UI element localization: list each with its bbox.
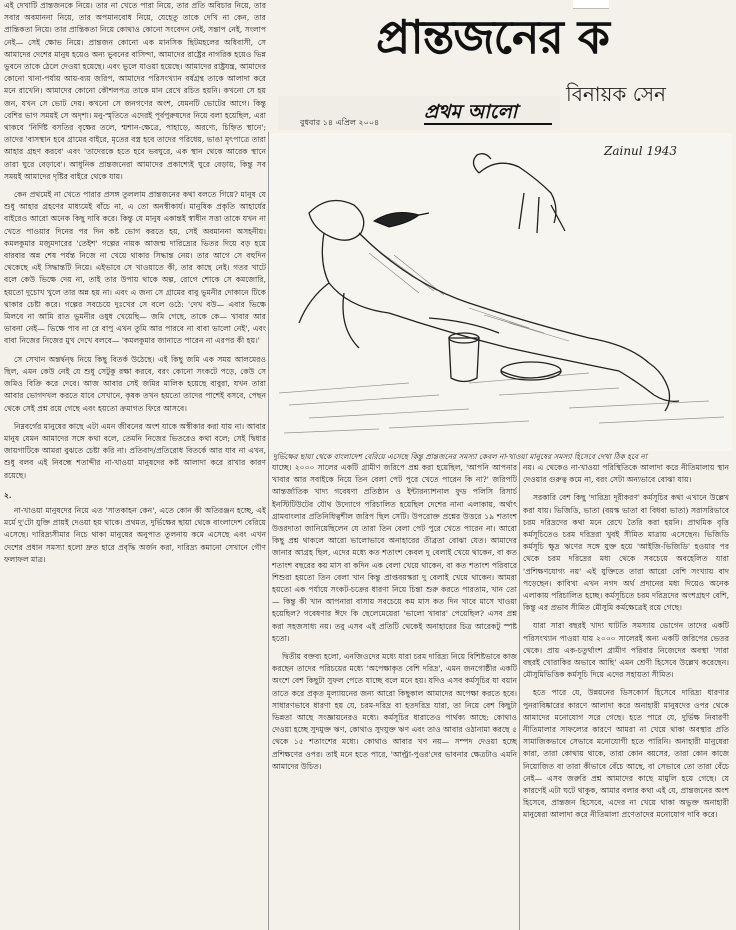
- column-rule-right: [519, 462, 520, 930]
- artist-signature: Zainul 1943: [604, 144, 677, 158]
- dateline: বুধবার ১৪ এপ্রিল ২০০৪: [300, 118, 380, 127]
- left-section-paragraph: না-খাওয়া মানুষদের নিয়ে এত 'সাতকাহন কেন', এতে কোন কী অতিরঞ্জন হচ্ছে, এই মর্মে দু'টো যুক্তি প্রায়ই দেওয়া হয় থাকে। প্রথমত, দুর্ভিক্ষের ছায়া থেকে বাংলাদেশ বেরিয়ে এসেছে। দারিদ্র্যসীমার নিচে থাকা মানুষের অনুপাত তুলনায় কমে এসেছে এবং এখন দেশের প্রধান সমস্যা হলো দ্রুত হারে প্রবৃদ্ধি অর্জন করা, দারিদ্র্য কমানো সেখানে গৌণ ফলাফল মাত্র।: [4, 505, 266, 564]
- headline: প্রান্তজনের ক: [376, 10, 609, 64]
- famine-sketch: [269, 133, 732, 451]
- right-paragraph-2: সরকারি বেশ কিছু 'দারিদ্র্য দূরীকরণ' কর্মসূচির কথা এখানে উল্লেখ করা যায়। ভিজিডি, ভাতা (বয়স্ক ভাতা বা বিধবা ভাতা) সরাসরিভাবে চরম দরিদ্রদের কথা মনে রেখে তৈরি করা হয়নি। প্রাথমিক বৃত্তি কর্মসূচিতেও চরম দরিদ্ররা খুবই সীমিত মাত্রায় এসেছেন। ভিজিডি কর্মসূচি ক্ষুদ্র ঋণের সঙ্গে যুক্ত হয়ে 'আইজি-ভিজিডি' হওয়ার পর থেকে চরম দরিদ্রের মধ্য থেকে সবচেয়ে অবহেলিত যারা 'প্রশিক্ষণযোগ্য নয়' এই যুক্তিতে তারা আরো বেশি সংখ্যায় বাদ পড়েছেন। কাবিখা এখন নগদ অর্থ প্রদানের মধ্য দিয়েও অনেক এলাকায় পরিচালিত হচ্ছে। কর্মসূচিতে চরম দরিদ্রদের অংশগ্রহণ বেশি, কিন্তু এর প্রভাব সীমিত মৌসুমি কর্মক্ষেত্রেই রয়ে গেছে।: [523, 493, 729, 613]
- left-paragraph-3: সে সেখান অন্তর্দ্বন্দ্ব নিয়ে কিছু বিতর্ক উঠেছে। এই কিছু জমি এক সময় আলমেরও ছিল, এমন কেউ নেই যে শুধু সেটুকু রক্ষা করবে, বরং কোনো সংকটে পড়ে, কেউ সে জমিও বিক্রি করে দেবে। আজ আবার সেই জমির মালিক হয়েছে বাবুরা, যখন তারা আবার ভোগদখল করতে যাবে সেখানে, কৃষক তখন হয়তো তাদের পাশেই বসবে, পেছন থেকে সেই প্রশ্ন রয়ে গেছে এবং হয়তো ক্রমাগত ফিরে আসবে।: [4, 354, 266, 413]
- left-paragraph-1: এই দেখাটি প্রান্তজনকে নিয়ে। তার না খেতে পারা নিয়ে, তার প্রতি অবিচার নিয়ে, তার সবার অবমাননা নিয়ে, তার অপমানবোধ নিয়ে, যেহেতু তাকে দেখি না কেন, তার প্রান্তিকতা নিয়ে। তার প্রান্তিকতা নিয়ে কোথাও কোনো সংবেদন নেই, সন্তাপ নেই, সংলাপ নেই— সেই ক্ষোভ নিয়ে। প্রান্তজন কোনো এক মানসিক ছিটমহলের অধিবাসী, সে আমাদের দেশের মানুষ হয়েও অন্য ভুবনের বাসিন্দা, আমাদের রাষ্ট্রের নাগরিক হয়েও ভিন্ন ভুবনে তাকে ঠেলে দেওয়া হয়েছে। এবং ভুলে যাওয়া হয়েছে। আমাদের রাষ্ট্রযন্ত্র, আমাদের কোনো খানা-পর্যায় আয়-ব্যয় জরিপ, আমাদের পরিসংখ্যান বর্ষগ্রন্থ তাকে আলাদা করে মনে রাখেনি। আমাদের কোনো কৌশলপত্র তাকে মান রেখে রচিত হয়নি। কখনো সে হয় জন, যখন সে ভোট দেয়। কখনো সে জনগণের অংশ, যেমনটি ভোটের আগে। কিন্তু বেশির ভাগ সময়ই সে অদৃশ্য। মনু-স্মৃতিতে এদেরই পূর্বপুরুষদের নিয়ে বলা হয়েছিল, এরা থাকবে 'নির্দিষ্ট বসতির বৃক্ষের তলে, শ্মশান-ক্ষেত্রে, পাহাড়ে, অরণ্যে, চিহ্নিত স্থানে'; তাদের 'বাসস্থান হবে গ্রামের বাইরে, মৃতের বস্ত্র হবে তাদের পরিধেয়, ভাঙা মৃৎপাত্রে তারা আহার গ্রহণ করবে' এবং 'তাদেরকে হতে হবে ভবঘুরে, এক স্থান থেকে আরেক স্থানে তারা ঘুরে বেড়াবে'। আধুনিক প্রান্তজনেরা আমাদের প্রকাশ্যেই ঘুরে বেড়ায়, কিন্তু সব সময়ই আমাদের দৃষ্টির বাইরে থেকে যায়।: [4, 1, 266, 181]
- masthead-logo: প্রথম আলো: [424, 101, 518, 123]
- middle-paragraph-1: যাচ্ছে। ২০০০ সালের একটি গ্রামীণ জরিপে প্রশ্ন করা হয়েছিল, 'আপনি আপনার খাবার আর সবাইকে নিয়ে তিন বেলা পেট পুরে খেতে পারেন কি না?' জরিপটি আন্তর্জাতিক খাদ্য গবেষণা প্রতিষ্ঠান ও ইন্টারন্যাশনাল ফুড পলিসি রিসার্চ ইনস্টিটিউটের যৌথ উদ্যোগে পরিচালিত হয়েছিল দেশের নানা এলাকায়, অর্থাৎ গ্রামবাংলার প্রতিনিধিত্বশীল জরিপ ছিল সেটি। উপরোক্ত প্রশ্নের উত্তরে ১৯ শতাংশ উত্তরদাতা জানিয়েছিলেন যে তারা তিন বেলা পেট পুরে খেতে পারেন না। আরো কিছু প্রশ্ন থাকলে আরো ভালোভাবে অনাহারের তীব্রতা বোঝা যেত। আমাদের জানার আগ্রহ ছিল, এদের মধ্যে কত শতাংশ কেবল দু বেলাই খেয়ে থাকেন, বা কত শতাংশ বছরের কয় মাস বা কদিন এক বেলা খেয়ে থাকেন, বা কত শতাংশ পরিবারে শিশুরা হয়তো তিন বেলা খান কিন্তু প্রাপ্তবয়স্করা দু বেলাই খেয়ে থাকেন। আমরা হয়তো এক পর্যায়ে সংকট-চক্রের ধারণা নিয়ে চিন্তা শুরু করতে পারতাম, খান তো— কিন্তু কী খান আপনারা বাসায় সবচেয়ে কম মাস কত দিন খাবে মাসে খাওয়া হয়েছিল? গবেষণার ঈদে কি ছেলেমেয়েরা 'ভালো খাবার' পেয়েছিল? এসব প্রশ্ন করা সহজসাধ্য নয়। তবু এসব এই প্রতিটি থেকেই অনাহারের চিত্র আরেকটু স্পষ্ট হতো।: [272, 463, 517, 643]
- right-column: [523, 462, 729, 930]
- left-paragraph-2: কেন প্রথমেই না খেতে পারার প্রসঙ্গ তুললাম প্রান্তজনের কথা বলতে গিয়ে? মানুষ যে শুধু আহার গ্রহণের মাধ্যমেই বাঁচে না, এ তো অনস্বীকার্য। মানুষিক প্রকৃতি আহার্যের বাইরেও আরো অনেক কিছু দাবি করে। কিন্তু যে মানুষ একান্তই স্বাধীন সত্তা তাকে যখন না খেতে পাওয়ার দিনের পর দিন কষ্ট ভোগ করতে হয়, সেই অবমাননা অসহনীয়। কমলকুমার মজুমদারের 'তেইশ' গল্পের নায়ক আজন্ম দারিদ্র্যের ভিতর দিয়ে বড় হয়ে বারবার অন্ন শেষ পর্যন্ত নিজে না খেয়ে থাকার সিদ্ধান্ত নেয়। তার আগে সে বহুদিন থেকেছে এই সিদ্ধান্তটি নিয়ে। এইভাবে সে খাওয়াতে কী, তার কাছে নেই। গতর খাটে বলে কেউ ভিক্ষে দেয় না, তাই তার উপায় থাকে অল্প, রোগে শোকে সে কমজোরি, হয়তো দুচোখ খুলে তার অন্ন হয় না। এবং এ জন্য সে গ্রামের বাবু ভুমনীর দোকানে টিকে থাকার চেষ্টা করে। গল্পের সবচেয়ে দুঃখের সে বলে ওঠে: 'দেখ বউ— এবার ভিক্ষে মিলবে না আমি রাত ভুমনীর ওষুধ খেয়েছি— জমি গেছে, তাকে কে— খাবার আর ভাবনা নেই— ভিক্ষে পাব না রে বাপু এখন তুমি আর পারবে না বাবা ভালো নেই', এবং বাবা নিজের নিজের মুখ দেখে বলবে— 'কমলকুমার জানাতে পারেন না এরপর কী হয়।': [4, 190, 266, 346]
- section-number: ২.: [4, 490, 12, 500]
- famine-illustration: [269, 133, 732, 451]
- masthead-underline: [424, 123, 552, 125]
- middle-column: [272, 462, 517, 930]
- left-paragraph-4: নিম্নবর্গের মানুষের কাছে এটা এমন জীবনের অংশ যাকে অস্বীকার করা যায় না। আবার মানুষ যেমন আমাদের সঙ্গে কথা বলে, তেমনি নিজের ভিতরেও কথা বলে; সেই দ্বিধার জায়গাটিকে আমরা বুঝতে চেষ্টা করি না। প্রতিবাদ/প্রতিরোধ বিতর্কে আর যাব না এখন, শুধু বলব এই নিবন্ধে শতাব্দীর না-খাওয়া মানুষদের কষ্ট আলাদা করে রাখার কারণ রয়েছে।: [4, 421, 266, 480]
- left-column: [4, 0, 266, 930]
- illustration-caption: দুর্ভিক্ষের ছায়া থেকে বাংলাদেশ বেরিয়ে এসেছে কিন্তু প্রান্তজনের সমস্যা কেবল না-খাওয়া মানুষের সমস্যা হিসেবে দেখা ঠিক হবে না: [273, 452, 647, 461]
- byline: বিনায়ক সেন: [566, 82, 666, 106]
- middle-paragraph-2: দ্বিতীয় বক্তব্য হলো, এনজিওদের মধ্যে যারা চরম দারিদ্র্য নিয়ে বিশিষ্টভাবে কাজ করছেন তাদের পরিচয়ের মধ্যে 'অপেক্ষাকৃত বেশি দরিদ্র', এমন জনগোষ্ঠীর একটি অংশে বেশ কিছুটা সুফল পেতে যাচ্ছে বলে মনে হয়। যদিও এসব কর্মসূচির যা বয়ান তাতে করে প্রকৃত মূল্যায়নের জন্য আরো কিছুকাল আমাদের অপেক্ষা করতে হবে। সাধারণভাবে ধারণা হয় যে, চরম-দরিদ্র বা হতদরিদ্র যারা, তা নিয়ে বেশ কিছুটা ভিন্নতা আছে সংজ্ঞায়নেরও মধ্যে। কর্মসূচির ধারাতেও পার্থক্য আছে: কোথাও দেওয়া হচ্ছে সুদমুক্ত ঋণ, কোথাও সুদযুক্ত ঋণ এবং তাও আবার ওঠানামা করছে ৫ থেকে ১৫ শতাংশের মধ্যে। কোথাও আবার খণ নয়— সম্পদ দেওয়া হচ্ছে প্রশিক্ষণের ওপর। তাই মনে হতে পারে, 'আল্ট্রা-পুওর'দের ভাবনার ক্ষেত্রটাও এমনি আমাদের উচিত।: [272, 652, 517, 771]
- right-paragraph-3: যারা সারা বছরই খাদ্য ঘাটতি সমস্যায় ভোগেন তাদের একটি পরিসংখ্যান পাওয়া যায় ২০০০ সালেরই অন্য একটি জরিপের ভেতর থেকে। প্রায় এক-চতুর্থাংশ গ্রামীণ পরিবার নিজেদের অবস্থা 'সারা বছরই খোরাকির অভাবে আছি' এমন শ্রেণী হিসেবে উল্লেখ করেছেন। মৌসুমিভিত্তিক কর্মসূচি দিয়ে এদের সহায়তা সীমিত।: [523, 621, 729, 680]
- right-paragraph-1: নয়। এ থেকেও না-খাওয়া পরিস্থিতিকে আলাদা করে নীতিমালায় স্থান দেওয়ার গুরুত্ব কমে না, বরং সেটা অন্যভাবে বোঝা যায়।: [523, 463, 729, 485]
- right-paragraph-4: হতে পারে যে, উন্নয়নের ডিসকোর্স হিসেবে দারিদ্র্য ধারণার পুনরাবিষ্কারের কারণে আলাদা করে অনাহারী মানুষদের ওপর থেকে আমাদের মনোযোগ সরে গেছে। হতে পারে যে, দুর্ভিক্ষ নিবারণী নীতিমালার সাফল্যের কারণে আমরা না খেয়ে থাকা অবস্থার প্রতি সামাজিকভাবে সেভাবে মনোযোগী হতে পারিনি। অনাহারী মানুষেরা কারা, তারা কোথায় থাকে, তারা কোন বয়সের, তারা কোন কাজে নিয়োজিত বা তারা কীভাবে বেঁচে আছে, বা সেভাবে তো তারা বেঁচে নেই— এসব জরুরি প্রশ্ন আমাদের কাছে মামুলি হয়ে গেছে। যে কারণেই এটা ঘটে থাকুক, আমার বলার কথা এই যে, প্রান্তজনের অংশ হিসেবে, প্রান্তজন হিসেবে, এদের না খেয়ে থাকা অভুক্ত অনাহারী মানুষেরা আলাদা করে নীতিমালা প্রণেতাদের মনোযোগ দাবি করে।: [523, 688, 729, 820]
